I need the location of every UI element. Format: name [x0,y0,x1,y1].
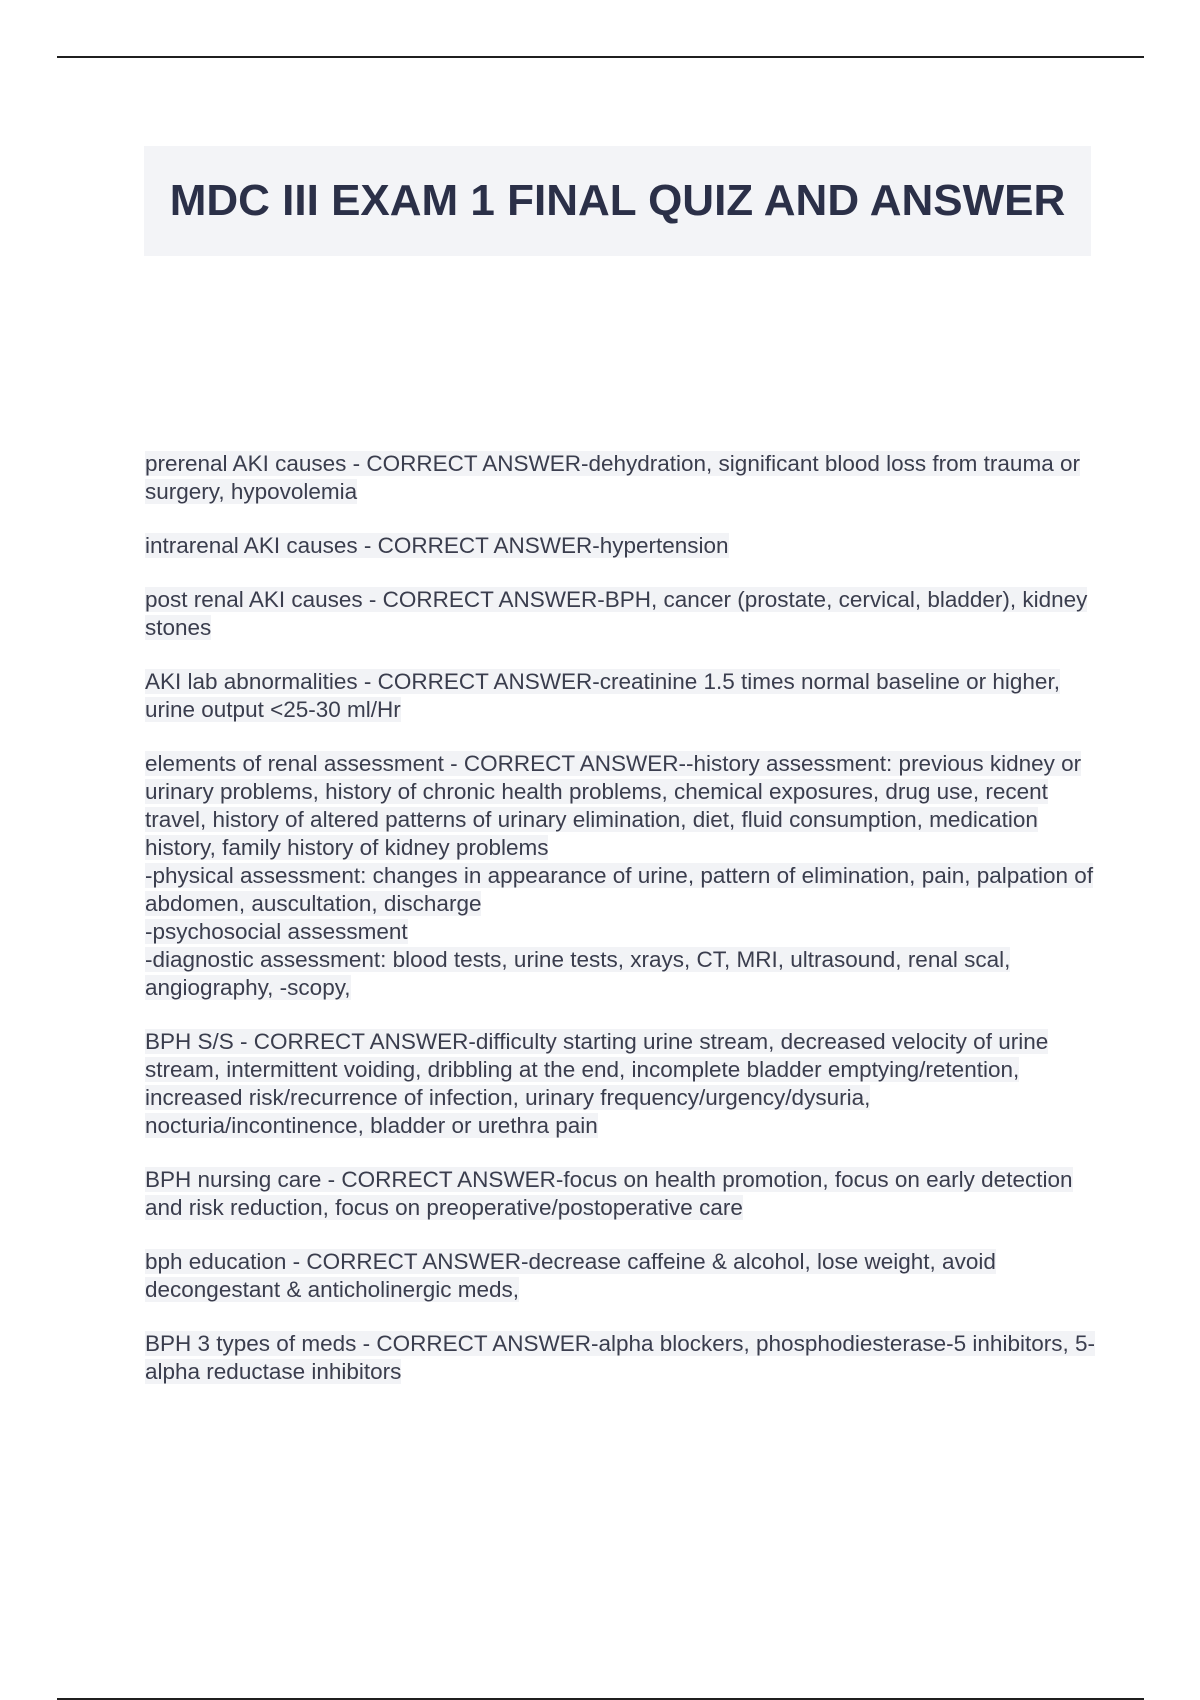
qa-text: BPH 3 types of meds - CORRECT ANSWER-alpha blockers, phosphodiesterase-5 inhibitors, 5-alpha reductase inhibitors [145,1331,1095,1384]
title-banner [144,146,1091,256]
qa-text: BPH S/S - CORRECT ANSWER-difficulty starting urine stream, decreased velocity of urine stream, intermittent voiding, dribbling at the end, incomplete bladder emptying/retention, increased risk/recurrence of infection, urinary frequency/urgency/dysuria, nocturia/incontinence, bladder or urethra pain [145,1029,1049,1138]
qa-item [145,1248,1095,1304]
qa-text: elements of renal assessment - CORRECT ANSWER--history assessment: previous kidney or urinary problems, history of chronic health problems, chemical exposures, drug use, recent travel, history of altered patterns of urinary elimination, diet, fluid consumption, medication history, family history of kidney problems -physical assessment: changes in appearance of urine, pattern of elimination, pain, palpation of abdomen, auscultation, discharge -psychosocial assessment -diagnostic assessment: blood tests, urine tests, xrays, CT, MRI, ultrasound, renal scal, angiography, -scopy, [145,751,1094,1000]
top-rule [57,56,1144,58]
qa-text: prerenal AKI causes - CORRECT ANSWER-dehydration, significant blood loss from trauma or surgery, hypovolemia [145,451,1080,504]
qa-list [145,450,1095,1412]
document-title: MDC III EXAM 1 FINAL QUIZ AND ANSWER [169,176,1066,225]
qa-item [145,586,1095,642]
qa-text: bph education - CORRECT ANSWER-decrease caffeine & alcohol, lose weight, avoid decongestant & anticholinergic meds, [145,1249,996,1302]
qa-item [145,1330,1095,1386]
qa-item [145,450,1095,506]
qa-text: BPH nursing care - CORRECT ANSWER-focus on health promotion, focus on early detection and risk reduction, focus on preoperative/postoperative care [145,1167,1073,1220]
qa-item [145,1166,1095,1222]
qa-item [145,668,1095,724]
qa-item [145,750,1095,1002]
qa-item [145,1028,1095,1140]
qa-text: post renal AKI causes - CORRECT ANSWER-BPH, cancer (prostate, cervical, bladder), kidney stones [145,587,1088,640]
qa-item [145,532,1095,560]
qa-text: AKI lab abnormalities - CORRECT ANSWER-creatinine 1.5 times normal baseline or higher, urine output <25-30 ml/Hr [145,669,1060,722]
qa-text: intrarenal AKI causes - CORRECT ANSWER-hypertension [145,533,729,558]
